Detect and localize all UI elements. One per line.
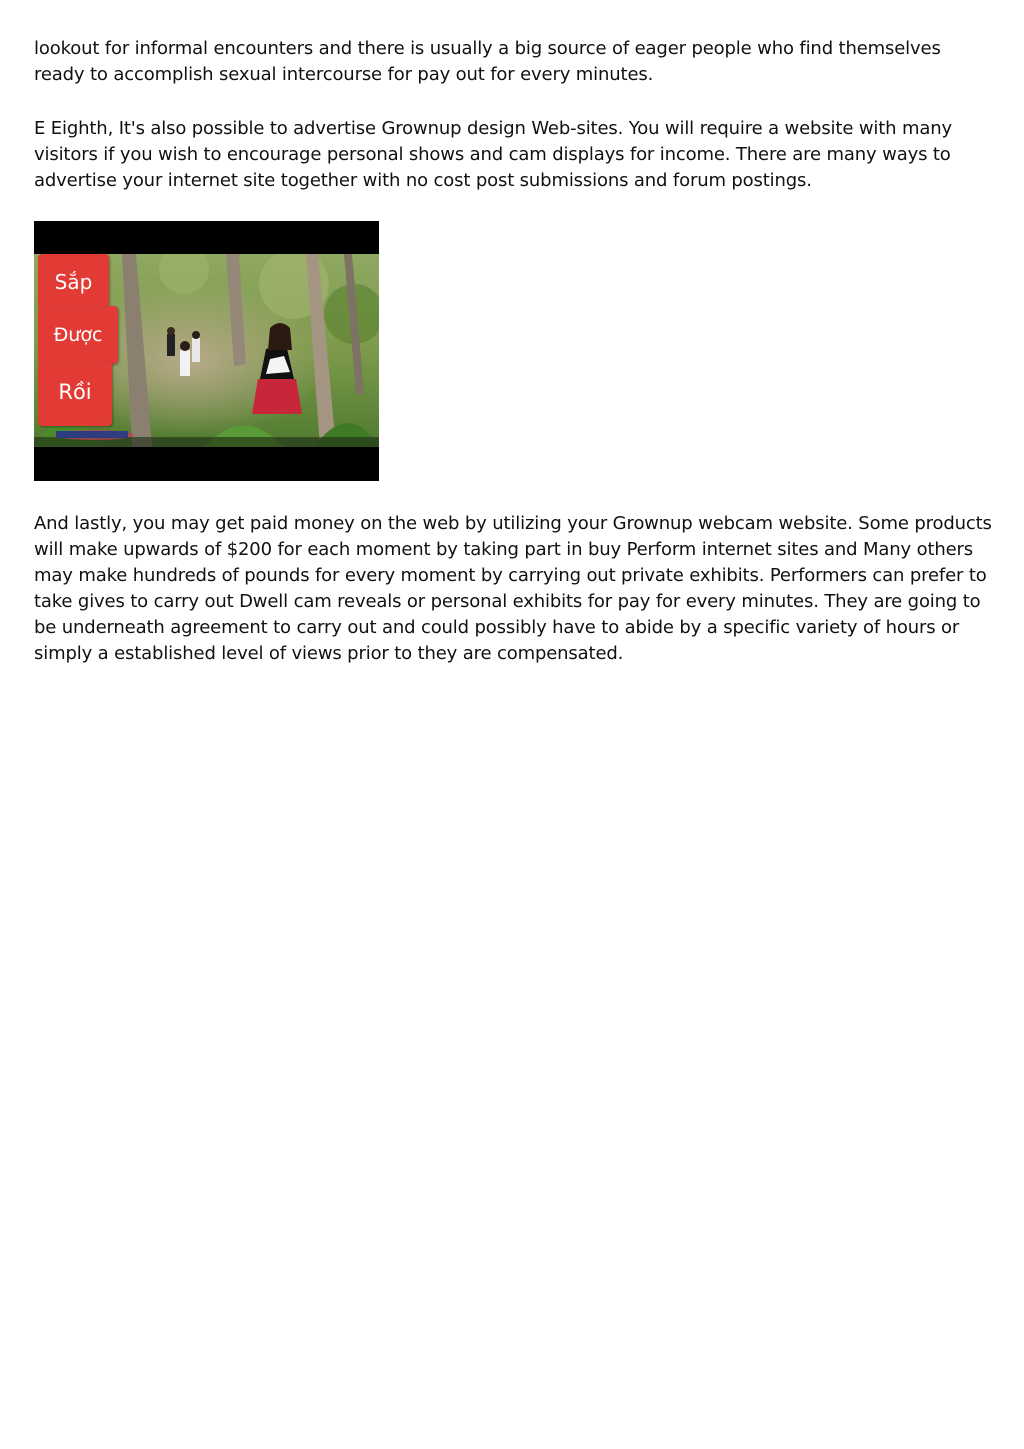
badge-roi: Rồi xyxy=(38,361,112,426)
paragraph-advertise: E Eighth, It's also possible to advertise Grownup design Web-sites. You will require a website with many visitors if you wish to encourage personal shows and cam displays for income. There are many ways to advertise your internet site together with no cost post submissions and forum postings. xyxy=(34,118,953,191)
paragraph-conclusion: And lastly, you may get paid money on the web by utilizing your Grownup webcam website. Some products will make upwards of $200 for each moment by taking part in buy Perform internet sites and Many others may make hundreds of pounds for every moment by carrying out private exhibits. Performers can prefer to take gives to carry out Dwell cam reveals or personal exhibits for pay for every minutes. They are going to be underneath agreement to carry out and could possibly have to abide by a specific variety of hours or simply a established level of views prior to they are compensated. xyxy=(34,513,992,664)
paragraph-intro: lookout for informal encounters and there is usually a big source of eager people who find themselves ready to accomplish sexual intercourse for pay out for every minutes. xyxy=(34,38,941,85)
badge-sap: Sắp xyxy=(38,254,109,309)
badge-duoc: Được xyxy=(38,306,118,364)
channel-logo-watermark xyxy=(54,430,134,440)
video-thumbnail[interactable] xyxy=(34,221,379,481)
